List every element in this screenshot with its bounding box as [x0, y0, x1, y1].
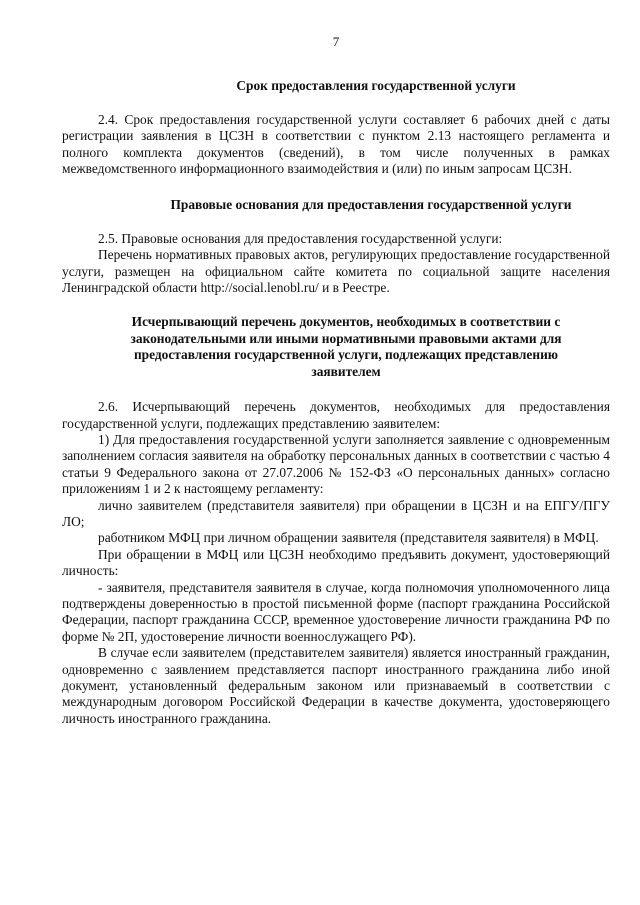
section-heading-documents: Исчерпывающий перечень документов, необходимых в соответствии с законодательными или иными нормативными правовыми актами для предоставления государственной услуги, подлежащих представлению заявителем [130, 314, 562, 379]
paragraph: 1) Для предоставления государственной услуги заполняется заявление с одновременным заполнением согласия заявителя на обработку персональных данных в соответствии с частью 4 статьи 9 Федерального закона от 27.07.2006 № 152-ФЗ «О персональных данных» согласно приложениям 1 и 2 к настоящему регламенту: [62, 431, 610, 497]
paragraph: работником МФЦ при личном обращении заявителя (представителя заявителя) в МФЦ. [98, 530, 599, 546]
section-heading-term: Срок предоставления государственной услуги [236, 78, 516, 94]
paragraph: лично заявителем (представителя заявителя) при обращении в ЦСЗН и на ЕПГУ/ПГУ ЛО; [62, 497, 610, 529]
paragraph: Перечень нормативных правовых актов, регулирующих предоставление государственной услуги, размещен на официальном сайте комитета по социальной защите населения Ленинградской области http://social.lenobl.ru/ и в Реестре. [62, 247, 610, 296]
paragraph: При обращении в МФЦ или ЦСЗН необходимо предъявить документ, удостоверяющий личность: [62, 546, 610, 579]
paragraph: 2.6. Исчерпывающий перечень документов, необходимых для предоставления государственной услуги, подлежащих представлению заявителем: [62, 399, 610, 431]
paragraph: В случае если заявителем (представителем заявителя) является иностранный гражданин, одновременно с заявлением представляется паспорт иностранного гражданина либо иной документ, установленный федеральным законом или признаваемый в соответствии с международным договором Российской Федерации в качестве документа, удостоверяющего личность иностранного гражданина. [62, 645, 610, 726]
paragraph: - заявителя, представителя заявителя в случае, когда полномочия уполномоченного лица подтверждены доверенностью в простой письменной форме (паспорт гражданина Российской Федерации, паспорт гражданина СССР, временное удостоверение личности гражданина РФ по форме № 2П, удостоверение личности военнослужащего РФ). [62, 579, 610, 644]
paragraph: 2.5. Правовые основания для предоставления государственной услуги: [98, 230, 503, 246]
paragraph: 2.4. Срок предоставления государственной услуги составляет 6 рабочих дней с даты регистрации заявления в ЦСЗН в соответствии с пунктом 2.13 настоящего регламента и полного комплекта документов (сведений), в том числе полученных в рамках межведомственного информационного взаимодействия и (или) по иным запросам ЦСЗН. [62, 111, 610, 177]
section-heading-legal-basis: Правовые основания для предоставления государственной услуги [170, 197, 572, 213]
page-number: 7 [332, 34, 340, 49]
